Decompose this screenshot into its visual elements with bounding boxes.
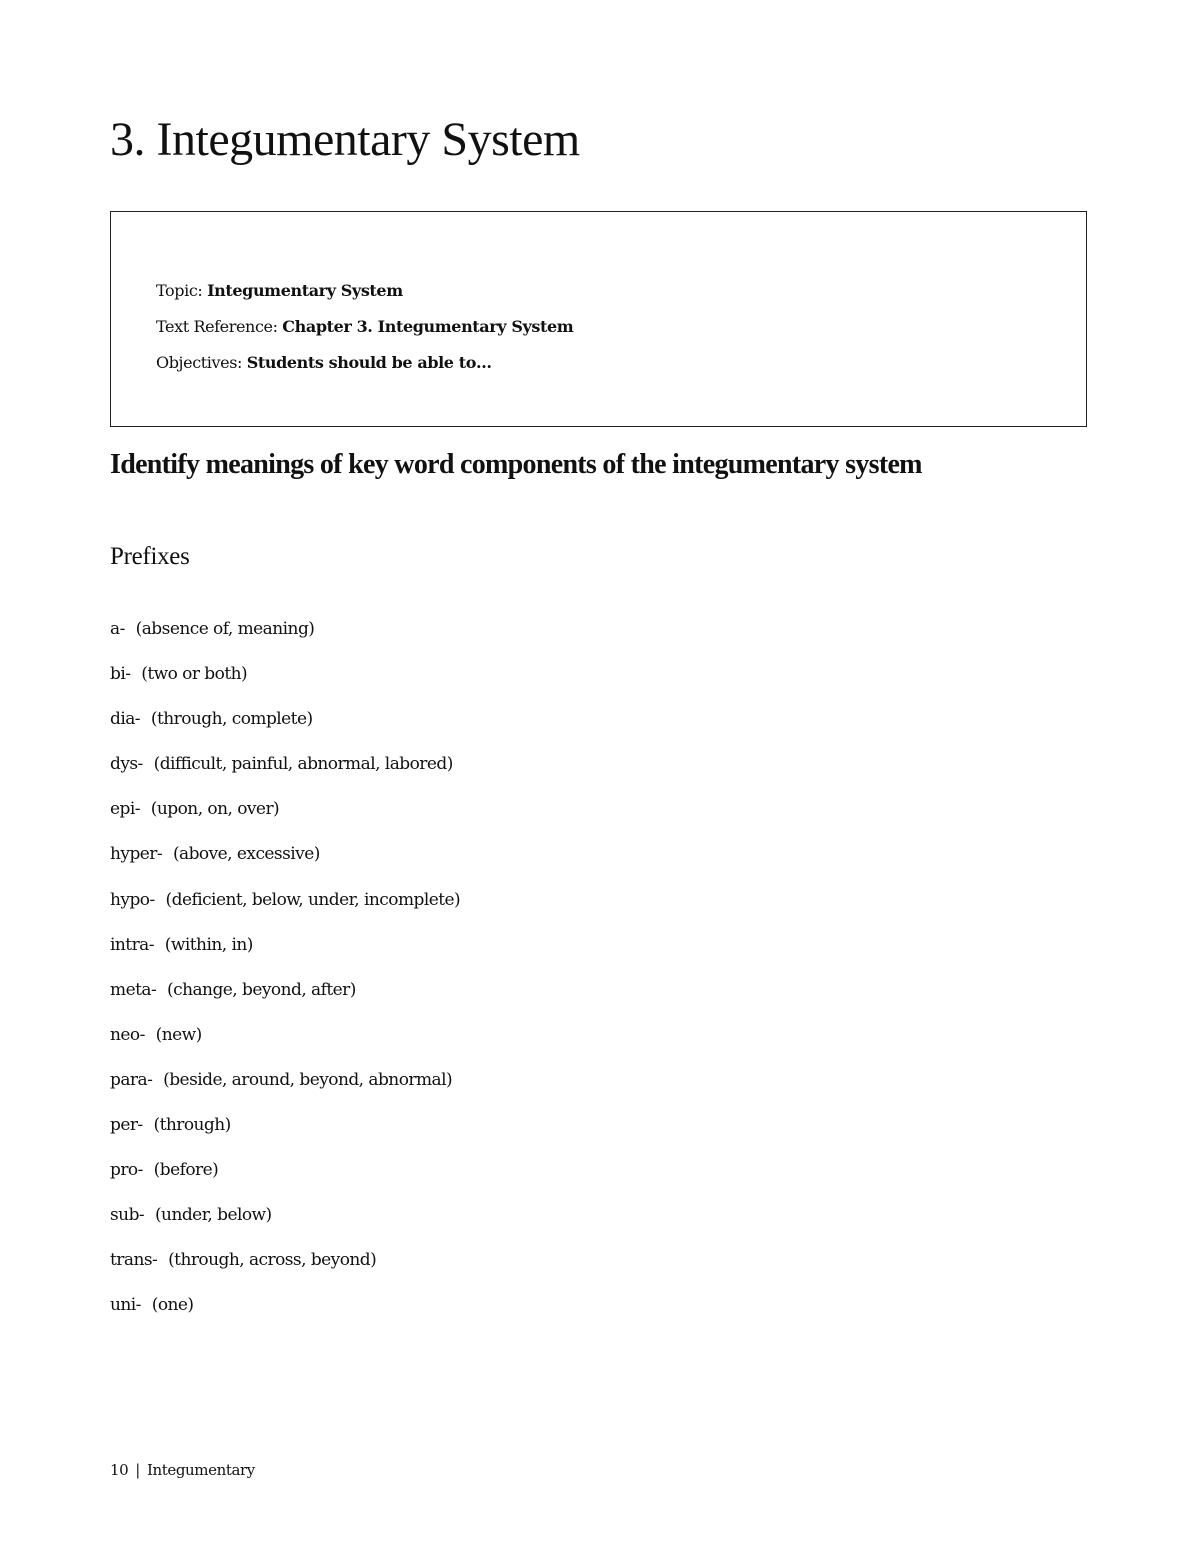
prefix-item-para bbox=[110, 1068, 910, 1113]
objectives-value: Students should be able to… bbox=[246, 353, 492, 372]
prefix-item-epi bbox=[110, 797, 910, 842]
page-footer bbox=[110, 1459, 255, 1481]
topic-line bbox=[156, 280, 403, 302]
prefix-term: bi- bbox=[110, 664, 131, 685]
prefix-term: neo- bbox=[110, 1024, 145, 1045]
prefix-meaning: (above, excessive) bbox=[172, 844, 320, 865]
prefix-item-intra bbox=[110, 933, 910, 978]
prefix-item-neo bbox=[110, 1023, 910, 1068]
prefix-item-per bbox=[110, 1113, 910, 1158]
page-number: 10 bbox=[110, 1461, 129, 1479]
objectives-line bbox=[156, 352, 492, 374]
prefix-term: pro- bbox=[110, 1160, 143, 1181]
prefix-meaning: (through, complete) bbox=[150, 709, 313, 730]
prefix-term: a- bbox=[110, 619, 125, 639]
prefix-item-dys bbox=[110, 752, 910, 797]
prefix-meaning: (upon, on, over) bbox=[150, 799, 280, 820]
prefix-meaning: (absence of, meaning) bbox=[135, 619, 315, 639]
prefix-term: dia- bbox=[110, 709, 140, 730]
prefix-item-hypo bbox=[110, 888, 910, 933]
prefix-meaning: (deficient, below, under, incomplete) bbox=[165, 889, 461, 910]
prefix-term: epi- bbox=[110, 799, 140, 820]
prefix-meaning: (one) bbox=[151, 1295, 194, 1316]
prefix-item-a bbox=[110, 617, 910, 662]
prefix-term: hypo- bbox=[110, 889, 155, 910]
prefix-meaning: (under, below) bbox=[154, 1205, 272, 1226]
text-reference-label: Text Reference: bbox=[156, 317, 278, 336]
prefix-meaning: (through) bbox=[153, 1115, 231, 1136]
prefix-meaning: (difficult, painful, abnormal, labored) bbox=[153, 754, 453, 775]
prefix-term: per- bbox=[110, 1115, 143, 1136]
prefix-item-meta bbox=[110, 978, 910, 1023]
prefix-item-hyper bbox=[110, 842, 910, 887]
prefixes-heading: Prefixes bbox=[110, 543, 190, 570]
prefix-term: meta- bbox=[110, 979, 157, 1000]
prefix-term: para- bbox=[110, 1069, 153, 1090]
prefix-term: dys- bbox=[110, 754, 143, 775]
prefix-term: trans- bbox=[110, 1250, 158, 1271]
prefix-meaning: (through, across, beyond) bbox=[168, 1250, 377, 1271]
objective-box bbox=[110, 211, 1087, 427]
chapter-title: 3. Integumentary System bbox=[110, 113, 580, 166]
prefix-meaning: (new) bbox=[155, 1024, 202, 1045]
prefix-meaning: (before) bbox=[153, 1160, 219, 1181]
prefix-term: sub- bbox=[110, 1205, 145, 1226]
prefix-meaning: (beside, around, beyond, abnormal) bbox=[163, 1069, 453, 1090]
running-title: Integumentary bbox=[146, 1461, 255, 1479]
prefix-item-trans bbox=[110, 1248, 910, 1293]
topic-value: Integumentary System bbox=[207, 281, 403, 300]
prefix-list bbox=[110, 617, 910, 1339]
prefix-item-pro bbox=[110, 1158, 910, 1203]
prefix-item-sub bbox=[110, 1203, 910, 1248]
prefix-item-uni bbox=[110, 1293, 910, 1338]
objectives-label: Objectives: bbox=[156, 353, 243, 372]
footer-separator: | bbox=[135, 1461, 140, 1479]
prefix-term: uni- bbox=[110, 1295, 141, 1316]
section-heading: Identify meanings of key word components of the integumentary system bbox=[110, 449, 922, 480]
prefix-meaning: (two or both) bbox=[141, 664, 248, 685]
text-reference-line bbox=[156, 316, 573, 338]
prefix-meaning: (within, in) bbox=[164, 934, 253, 955]
prefix-term: hyper- bbox=[110, 844, 163, 865]
topic-label: Topic: bbox=[156, 281, 203, 300]
prefix-item-bi bbox=[110, 662, 910, 707]
prefix-item-dia bbox=[110, 707, 910, 752]
prefix-term: intra- bbox=[110, 934, 154, 955]
text-reference-value: Chapter 3. Integumentary System bbox=[282, 317, 574, 336]
prefix-meaning: (change, beyond, after) bbox=[167, 979, 356, 1000]
